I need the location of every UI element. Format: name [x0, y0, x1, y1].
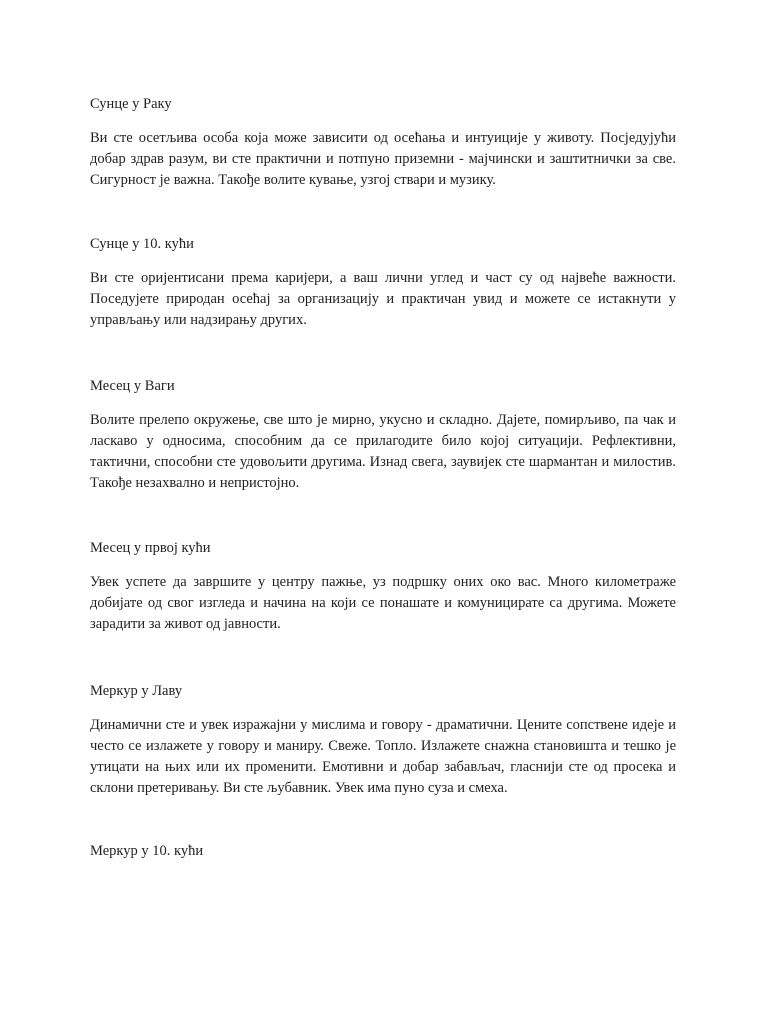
section-paragraph: Ви сте осетљива особа која може зависити од осећања и интуиције у животу. Посједујући добар здрав разум, ви сте практични и потпуно приземни - мајчински и заштитнички за све. Сигурност је важна. Такође волите кување, узгој ствари и музику.	[90, 130, 676, 188]
section-heading: Месец у првој кући	[90, 540, 211, 556]
section-moon-in-libra	[90, 376, 676, 494]
section-paragraph: Волите прелепо окружење, све што је мирно, укусно и складно. Дајете, помирљиво, па чак и ласкаво у односима, способним да се прилагодите било којој ситуацији. Рефлективни, тактични, способни сте удовољити другима. Изнад свега, заувијек сте шармантан и милостив. Такође незахвално и непристојно.	[90, 412, 676, 491]
section-mercury-in-leo	[90, 681, 676, 799]
section-paragraph: Ви сте оријентисани према каријери, а ваш лични углед и част су од највеће важности. Поседујете природан осећај за организацију и практичан увид и можете се истакнути у управљању или надзирању других.	[90, 270, 676, 328]
section-mercury-in-10th-house	[90, 841, 676, 861]
section-heading: Месец у Ваги	[90, 378, 175, 394]
section-paragraph: Увек успете да завршите у центру пажње, уз подршку оних око вас. Много километраже добијате од свог изгледа и начина на који се понашате и комуницирате са другима. Можете зарадити за живот од јавности.	[90, 574, 676, 632]
section-paragraph: Динамични сте и увек изражајни у мислима и говору - драматични. Цените сопствене идеје и често се излажете у говору и маниру. Свеже. Топло. Излажете снажна становишта и тешко је утицати на њих или их променити. Емотивни и добар забављач, гласнији сте од просека и склони претеривању. Ви сте љубавник. Увек има пуно суза и смеха.	[90, 717, 676, 796]
section-heading: Сунце у Раку	[90, 96, 172, 112]
section-heading: Сунце у 10. кући	[90, 236, 194, 252]
section-sun-in-10th-house	[90, 234, 676, 331]
section-sun-in-cancer	[90, 94, 676, 191]
section-heading: Меркур у Лаву	[90, 683, 183, 699]
section-moon-in-1st-house	[90, 538, 676, 635]
section-heading: Меркур у 10. кући	[90, 843, 204, 859]
